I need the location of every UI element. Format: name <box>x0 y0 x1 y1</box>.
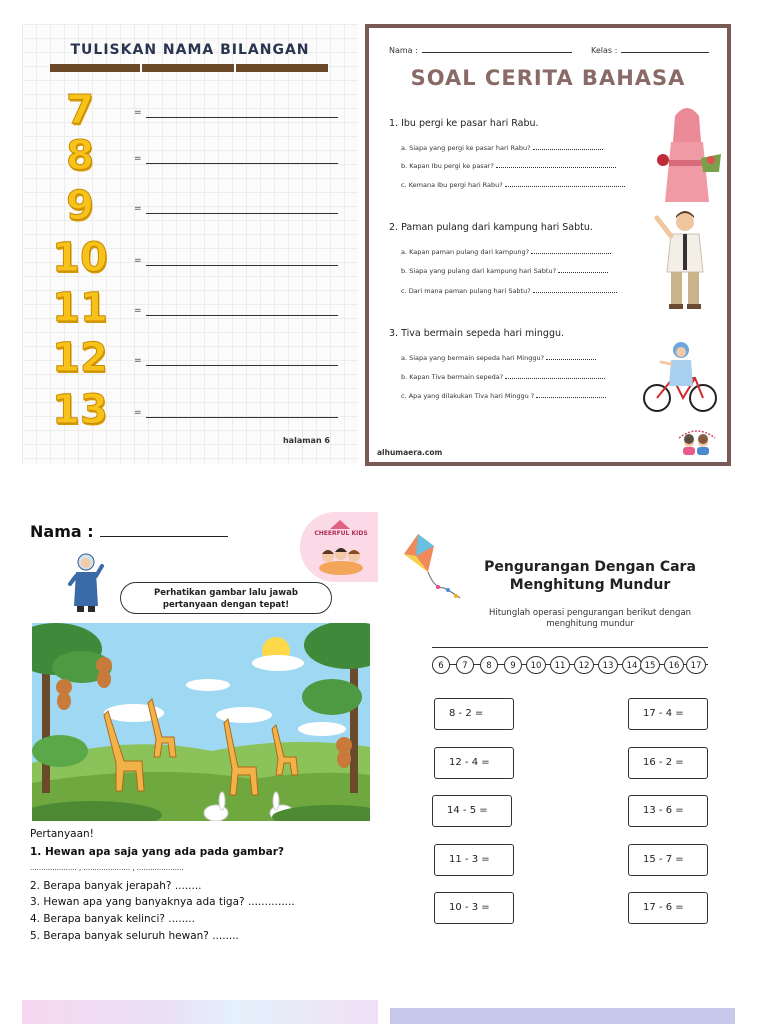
question-item[interactable]: 3. Hewan apa yang banyaknya ada tiga? .............. <box>30 896 295 908</box>
answer-line[interactable]: = <box>134 356 338 366</box>
savanna-animals-picture <box>32 623 370 821</box>
number-7: 7 <box>66 87 94 133</box>
number-line-tick: 17 <box>686 656 706 674</box>
sub-question[interactable]: c. Apa yang dilakukan Tiva hari Minggu ? <box>401 392 606 400</box>
instruction-line: Perhatikan gambar lalu jawab <box>154 588 298 598</box>
page-number: halaman 6 <box>282 436 330 445</box>
sub-question[interactable]: a. Siapa yang bermain sepeda hari Minggu? <box>401 354 596 362</box>
answer-line[interactable]: = <box>134 306 338 316</box>
number-line-tick: 16 <box>664 656 684 674</box>
kids-logo-icon <box>675 428 719 456</box>
cheerful-kids-logo <box>300 512 378 582</box>
sub-question[interactable]: c. Dari mana paman pulang hari Sabtu? <box>401 287 617 295</box>
sub-question[interactable]: b. Siapa yang pulang dari kampung hari Sabtu? <box>401 267 608 275</box>
sub-question[interactable]: a. Siapa yang pergi ke pasar hari Rabu? <box>401 144 603 152</box>
question-item[interactable]: 2. Berapa banyak jerapah? ........ <box>30 880 202 892</box>
school-roof-icon <box>328 518 352 530</box>
next-worksheet-thumbnail[interactable] <box>390 1008 735 1024</box>
class-field[interactable]: Kelas : <box>591 46 709 55</box>
questions-heading: Pertanyaan! <box>30 828 94 840</box>
number-11: 11 <box>52 285 108 331</box>
number-sheet-title: TULISKAN NAMA BILANGAN <box>70 42 310 58</box>
subtraction-problem[interactable]: 10 - 3 = <box>434 892 514 924</box>
subtraction-problem[interactable]: 15 - 7 = <box>628 844 708 876</box>
sub-question[interactable]: c. Kemana Ibu pergi hari Rabu? <box>401 181 625 189</box>
subtraction-problem[interactable]: 12 - 4 = <box>434 747 514 779</box>
number-12: 12 <box>52 335 108 381</box>
answer-line[interactable]: = <box>134 108 338 118</box>
kids-group-icon <box>316 544 366 576</box>
number-line-tick: 12 <box>574 656 594 674</box>
number-8: 8 <box>66 133 94 179</box>
number-line-tick: 9 <box>504 656 522 674</box>
title-line: Pengurangan Dengan Cara <box>484 559 696 575</box>
answer-blank[interactable]: ..................... , ..................... , ..................... <box>30 864 184 872</box>
subtraction-problem[interactable]: 13 - 6 = <box>628 795 708 827</box>
sub-question[interactable]: b. Kapan Tiva bermain sepeda? <box>401 373 605 381</box>
number-13: 13 <box>52 387 108 433</box>
title-underline-bar <box>50 64 328 72</box>
number-row <box>40 184 340 228</box>
number-line-tick: 8 <box>480 656 498 674</box>
number-row <box>40 388 340 432</box>
number-row <box>40 88 340 132</box>
sub-question[interactable]: b. Kapan Ibu pergi ke pasar? <box>401 162 616 170</box>
subtraction-problem[interactable]: 8 - 2 = <box>434 698 514 730</box>
story-question: 2. Paman pulang dari kampung hari Sabtu. <box>389 222 593 233</box>
subtraction-title <box>440 558 740 594</box>
instruction-line: menghitung mundur <box>546 619 634 629</box>
number-line-tick: 6 <box>432 656 450 674</box>
number-row <box>40 236 340 280</box>
subtraction-problem[interactable]: 11 - 3 = <box>434 844 514 876</box>
answer-line[interactable]: = <box>134 256 338 266</box>
subtraction-instructions <box>440 608 740 630</box>
question-item[interactable]: 5. Berapa banyak seluruh hewan? ........ <box>30 930 239 942</box>
mother-shopping-illustration <box>655 102 725 206</box>
subtraction-problem[interactable]: 17 - 4 = <box>628 698 708 730</box>
answer-line[interactable]: = <box>134 408 338 418</box>
instruction-line: Hitunglah operasi pengurangan berikut dengan <box>488 608 692 618</box>
number-9: 9 <box>66 183 94 229</box>
uncle-illustration <box>653 208 717 312</box>
answer-line[interactable]: = <box>134 154 338 164</box>
answer-line[interactable]: = <box>134 204 338 214</box>
subtraction-problem[interactable]: 14 - 5 = <box>432 795 512 827</box>
story-questions-worksheet <box>365 24 731 466</box>
number-line-tick: 11 <box>550 656 570 674</box>
number-line-tick: 13 <box>598 656 618 674</box>
number-line-tick: 10 <box>526 656 546 674</box>
story-question: 1. Ibu pergi ke pasar hari Rabu. <box>389 118 539 129</box>
logo-text: CHEERFUL KIDS <box>314 530 368 537</box>
next-worksheet-thumbnail[interactable] <box>22 1000 378 1024</box>
number-line-tick: 14 <box>622 656 642 674</box>
name-field[interactable]: Nama : <box>30 522 228 541</box>
teacher-illustration <box>68 552 104 614</box>
instruction-bubble <box>120 582 332 614</box>
sub-question[interactable]: a. Kapan paman pulang dari kampung? <box>401 248 611 256</box>
subtraction-problem[interactable]: 16 - 2 = <box>628 747 708 779</box>
number-line-tick: 15 <box>640 656 660 674</box>
story-question: 3. Tiva bermain sepeda hari minggu. <box>389 328 565 339</box>
subtraction-problem[interactable]: 17 - 6 = <box>628 892 708 924</box>
question-item[interactable]: 4. Berapa banyak kelinci? ........ <box>30 913 195 925</box>
site-url: alhumaera.com <box>377 448 443 457</box>
number-row <box>40 286 340 330</box>
number-names-worksheet <box>22 24 358 464</box>
number-line-tick: 7 <box>456 656 474 674</box>
question-item: 1. Hewan apa saja yang ada pada gambar? <box>30 846 284 858</box>
number-row <box>40 134 340 178</box>
name-field[interactable]: Nama : <box>389 46 572 55</box>
instruction-line: pertanyaan dengan tepat! <box>162 600 290 610</box>
number-10: 10 <box>52 235 108 281</box>
girl-bicycle-illustration <box>639 340 719 416</box>
story-sheet-title: SOAL CERITA BAHASA <box>410 66 686 90</box>
number-row <box>40 336 340 380</box>
title-line: Menghitung Mundur <box>509 577 671 593</box>
